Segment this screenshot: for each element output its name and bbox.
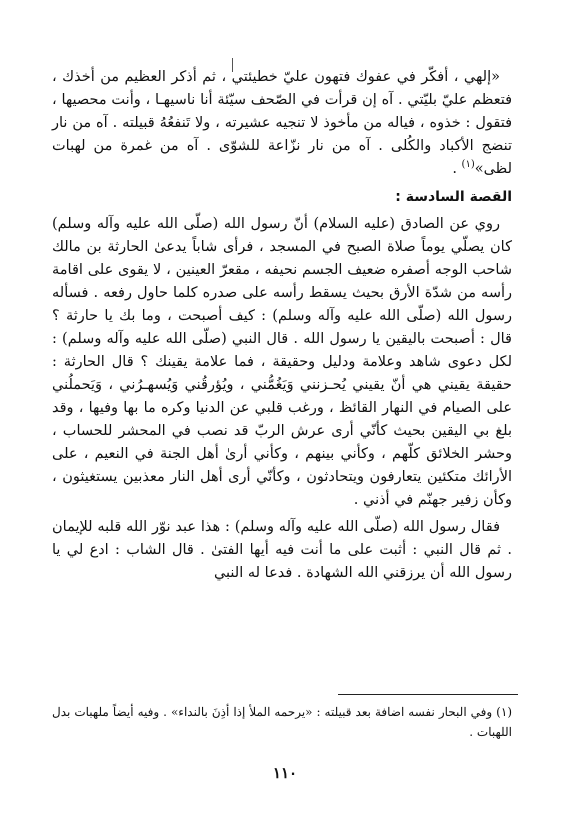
page-number: ١١٠ <box>272 764 298 782</box>
intro-paragraph <box>52 66 512 181</box>
footnote-divider <box>338 694 518 695</box>
footnote: (١) وفي البحار نفسه اضافة بعد قبيلته : «يرحمه الملأ إذا أذِنَ بالنداء» . وفيه أيضاً ملهبات بدل اللهبات . <box>52 705 512 739</box>
story-paragraph-1: روي عن الصادق (عليه السلام) أنّ رسول الله (صلّى الله عليه وآله وسلم) كان يصلّي يوماً صلاة الصبح في المسجد ، فرأى شاباً يدعىٰ الحارثة بن مالك شاحب الوجه أصفره ضعيف الجسم نحيفه ، مقعرّ العينين ، لا يقوى على اقامة رأسه من شدّة الأرق بحيث يسقط رأسه على صدره كلما حاول رفعه . فسأله رسول الله (صلّى الله عليه وآله وسلم) : كيف أصبحت ، وما بك يا حارثة ؟ قال : أصبحت باليقين يا رسول الله . قال النبي (صلّى الله عليه وآله وسلم) : لكل دعوى شاهد وعلامة ودليل وحقيقة ، فما علامة يقينك ؟ قال الحارثة : حقيقة يقيني هي أنّ يقيني يُحـزنني وَيَغُمُّني ، ويُؤرقُني وَيُسهـرُني ، وَيَحملُني على الصيام في النهار القائظ ، ورغب قلبي عن الدنيا وكره ما بها وفيها ، وقد بلغ بي اليقين بحيث كأنّي أرى عرش الربّ قد نصب في المحشر للحساب ، وحشر الخلائق كلّهم ، وكأني بينهم ، وكأني أرىٰ أهل الجنة في النعيم ، على الأرائك متكئين يتعارفون ويتحادثون ، وكأنّي أرى أهل النار معذبين يستغيثون ، وكأن زفير جهنّم في أذني . <box>52 216 512 508</box>
footnote-reference: (١) <box>461 159 475 171</box>
intro-end: . <box>452 161 462 177</box>
intro-text: «إلهي ، أفكّر في عفوك فتهون عليّ خطيئتي ، ثم أذكر العظيم من أخذك ، فتعظم عليّ بليّتي . آه إن قرأت في الصّحف سيّئة أنا ناسيهـا ، وأنت محصيها ، فتقول : خذوه ، فياله من مأخوذ لا تنجيه عشيرته ، ولا تَنفعُهُ قبيلته . آه من نار تنضج الأكباد والكُلى . آه من نار نزّاعة للشوّى . آه من غمرة من لهبات لظى» <box>52 69 512 177</box>
section-heading: القصة السادسة : <box>395 189 512 205</box>
story-paragraph-2: فقال رسول الله (صلّى الله عليه وآله وسلم) : هذا عبد نوّر الله قلبه للإيمان . ثم قال النبي : أثبت على ما أنت فيه أيها الفتىٰ . قال الشاب : ادع لي يا رسول الله أن يرزقني الله الشهادة . فدعا له النبي <box>52 519 512 581</box>
main-text <box>52 66 512 585</box>
